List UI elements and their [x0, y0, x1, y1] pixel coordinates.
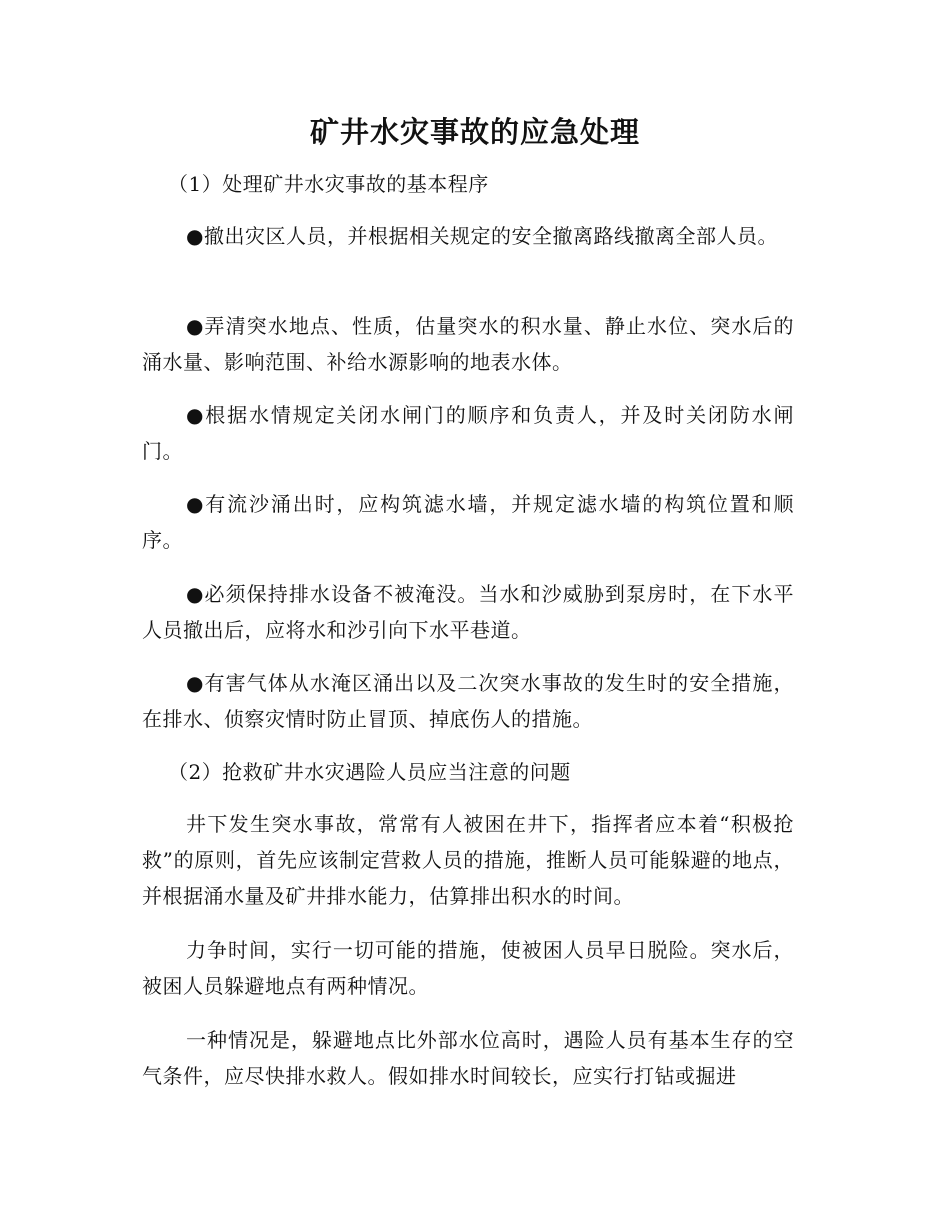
section-2-heading: （2）抢救矿井水灾遇险人员应当注意的问题	[168, 760, 571, 784]
bullet-item-5: ●必须保持排水设备不被淹没。当水和沙威胁到泵房时，在下水平人员撤出后，应将水和沙引向下水平巷道。	[142, 582, 794, 642]
document-title: 矿井水灾事故的应急处理	[309, 115, 640, 149]
bullet-item-2: ●弄清突水地点、性质，估量突水的积水量、静止水位、突水后的涌水量、影响范围、补给水源影响的地表水体。	[142, 314, 794, 374]
section-1-heading: （1）处理矿井水灾事故的基本程序	[168, 172, 489, 196]
paragraph-2: 力争时间，实行一切可能的措施，使被困人员早日脱险。突水后，被困人员躲避地点有两种情况。	[142, 938, 794, 998]
bullet-item-3: ●根据水情规定关闭水闸门的顺序和负责人，并及时关闭防水闸门。	[142, 403, 794, 463]
bullet-item-4: ●有流沙涌出时，应构筑滤水墙，并规定滤水墙的构筑位置和顺序。	[142, 492, 794, 552]
paragraph-1: 井下发生突水事故，常常有人被困在井下，指挥者应本着“积极抢救”的原则，首先应该制定营救人员的措施，推断人员可能躲避的地点，并根据涌水量及矿井排水能力，估算排出积水的时间。	[142, 812, 794, 908]
bullet-item-6: ●有害气体从水淹区涌出以及二次突水事故的发生时的安全措施，在排水、侦察灾情时防止冒顶、掉底伤人的措施。	[142, 671, 794, 731]
paragraph-3: 一种情况是，躲避地点比外部水位高时，遇险人员有基本生存的空气条件，应尽快排水救人。假如排水时间较长，应实行打钻或掘进	[142, 1028, 794, 1088]
bullet-item-1: ●撤出灾区人员，并根据相关规定的安全撤离路线撤离全部人员。	[186, 224, 778, 248]
